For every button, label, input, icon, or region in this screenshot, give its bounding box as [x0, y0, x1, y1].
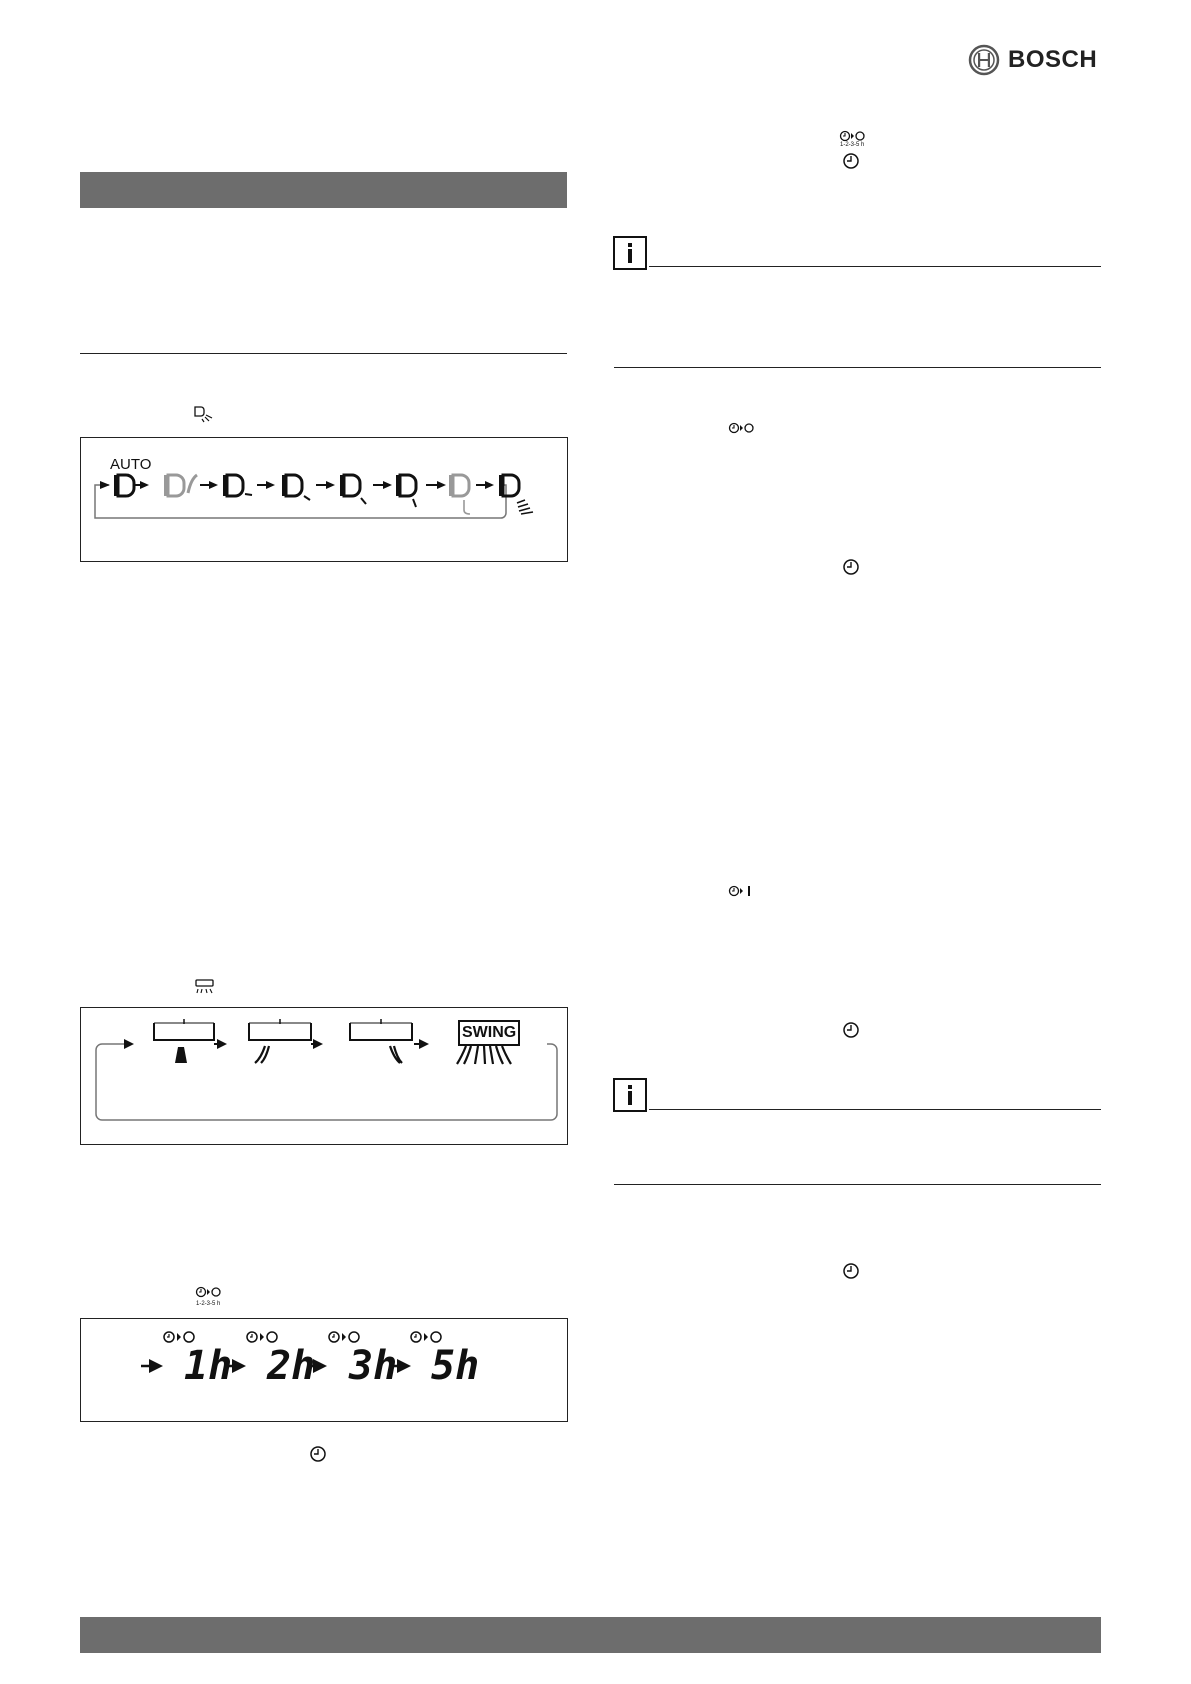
swing-position-1 — [154, 1019, 214, 1063]
timer-off-icon — [195, 1286, 225, 1308]
info-icon — [613, 236, 647, 270]
section-rule — [614, 367, 1101, 368]
timer-off-icon — [728, 421, 758, 435]
timer-sequence — [81, 1319, 567, 1421]
info-rule — [649, 1109, 1101, 1110]
info-icon — [613, 1078, 647, 1112]
clock-icon — [842, 152, 860, 170]
timer-step-2h: 2h — [267, 1343, 316, 1389]
fan-step-low — [223, 475, 252, 496]
timer-step-1h: 1h — [184, 1343, 233, 1389]
fan-step-turbo — [453, 475, 470, 514]
fan-step-full — [499, 475, 533, 514]
clock-icon — [842, 1021, 860, 1039]
fan-step-silent — [168, 475, 197, 496]
fan-step-medium-low — [282, 475, 310, 500]
timer-step-3h: 3h — [349, 1343, 398, 1389]
air-swing-icon — [194, 979, 216, 995]
fan-speed-sequence — [81, 438, 567, 561]
info-rule — [649, 266, 1101, 267]
clock-icon — [842, 558, 860, 576]
timer-off-icon-3 — [329, 1332, 359, 1342]
section-rule — [80, 353, 567, 354]
section-rule — [614, 1184, 1101, 1185]
timer-step-5h: 5h — [431, 1343, 480, 1389]
brand-name: BOSCH — [1008, 46, 1098, 73]
swing-label: SWING — [462, 1024, 517, 1041]
section-header-bar — [80, 172, 567, 208]
swing-position-3 — [350, 1019, 412, 1063]
svg-text:1-2-3-5 h: 1-2-3-5 h — [840, 142, 865, 148]
clock-icon — [842, 1262, 860, 1280]
auto-label: AUTO — [110, 456, 152, 473]
swing-all-fans — [457, 1046, 511, 1064]
header — [968, 44, 1098, 78]
timer-off-icon — [839, 130, 869, 148]
fan-speed-icon — [193, 405, 215, 423]
footer-bar — [80, 1617, 1101, 1653]
fan-step-medium-high — [396, 475, 416, 507]
svg-text:1-2-3-5 h: 1-2-3-5 h — [196, 1301, 221, 1307]
fan-speed-panel — [80, 437, 568, 562]
timer-off-icon-4 — [411, 1332, 441, 1342]
timer-off-icon-2 — [247, 1332, 277, 1342]
swing-panel — [80, 1007, 568, 1145]
timer-on-icon — [728, 884, 756, 898]
timer-panel — [80, 1318, 568, 1422]
fan-step-auto — [114, 475, 134, 496]
timer-off-icon-1 — [164, 1332, 194, 1342]
swing-position-2 — [249, 1019, 311, 1063]
fan-step-medium — [340, 475, 366, 504]
clock-icon — [309, 1445, 327, 1463]
bosch-armature-icon — [968, 44, 1000, 76]
